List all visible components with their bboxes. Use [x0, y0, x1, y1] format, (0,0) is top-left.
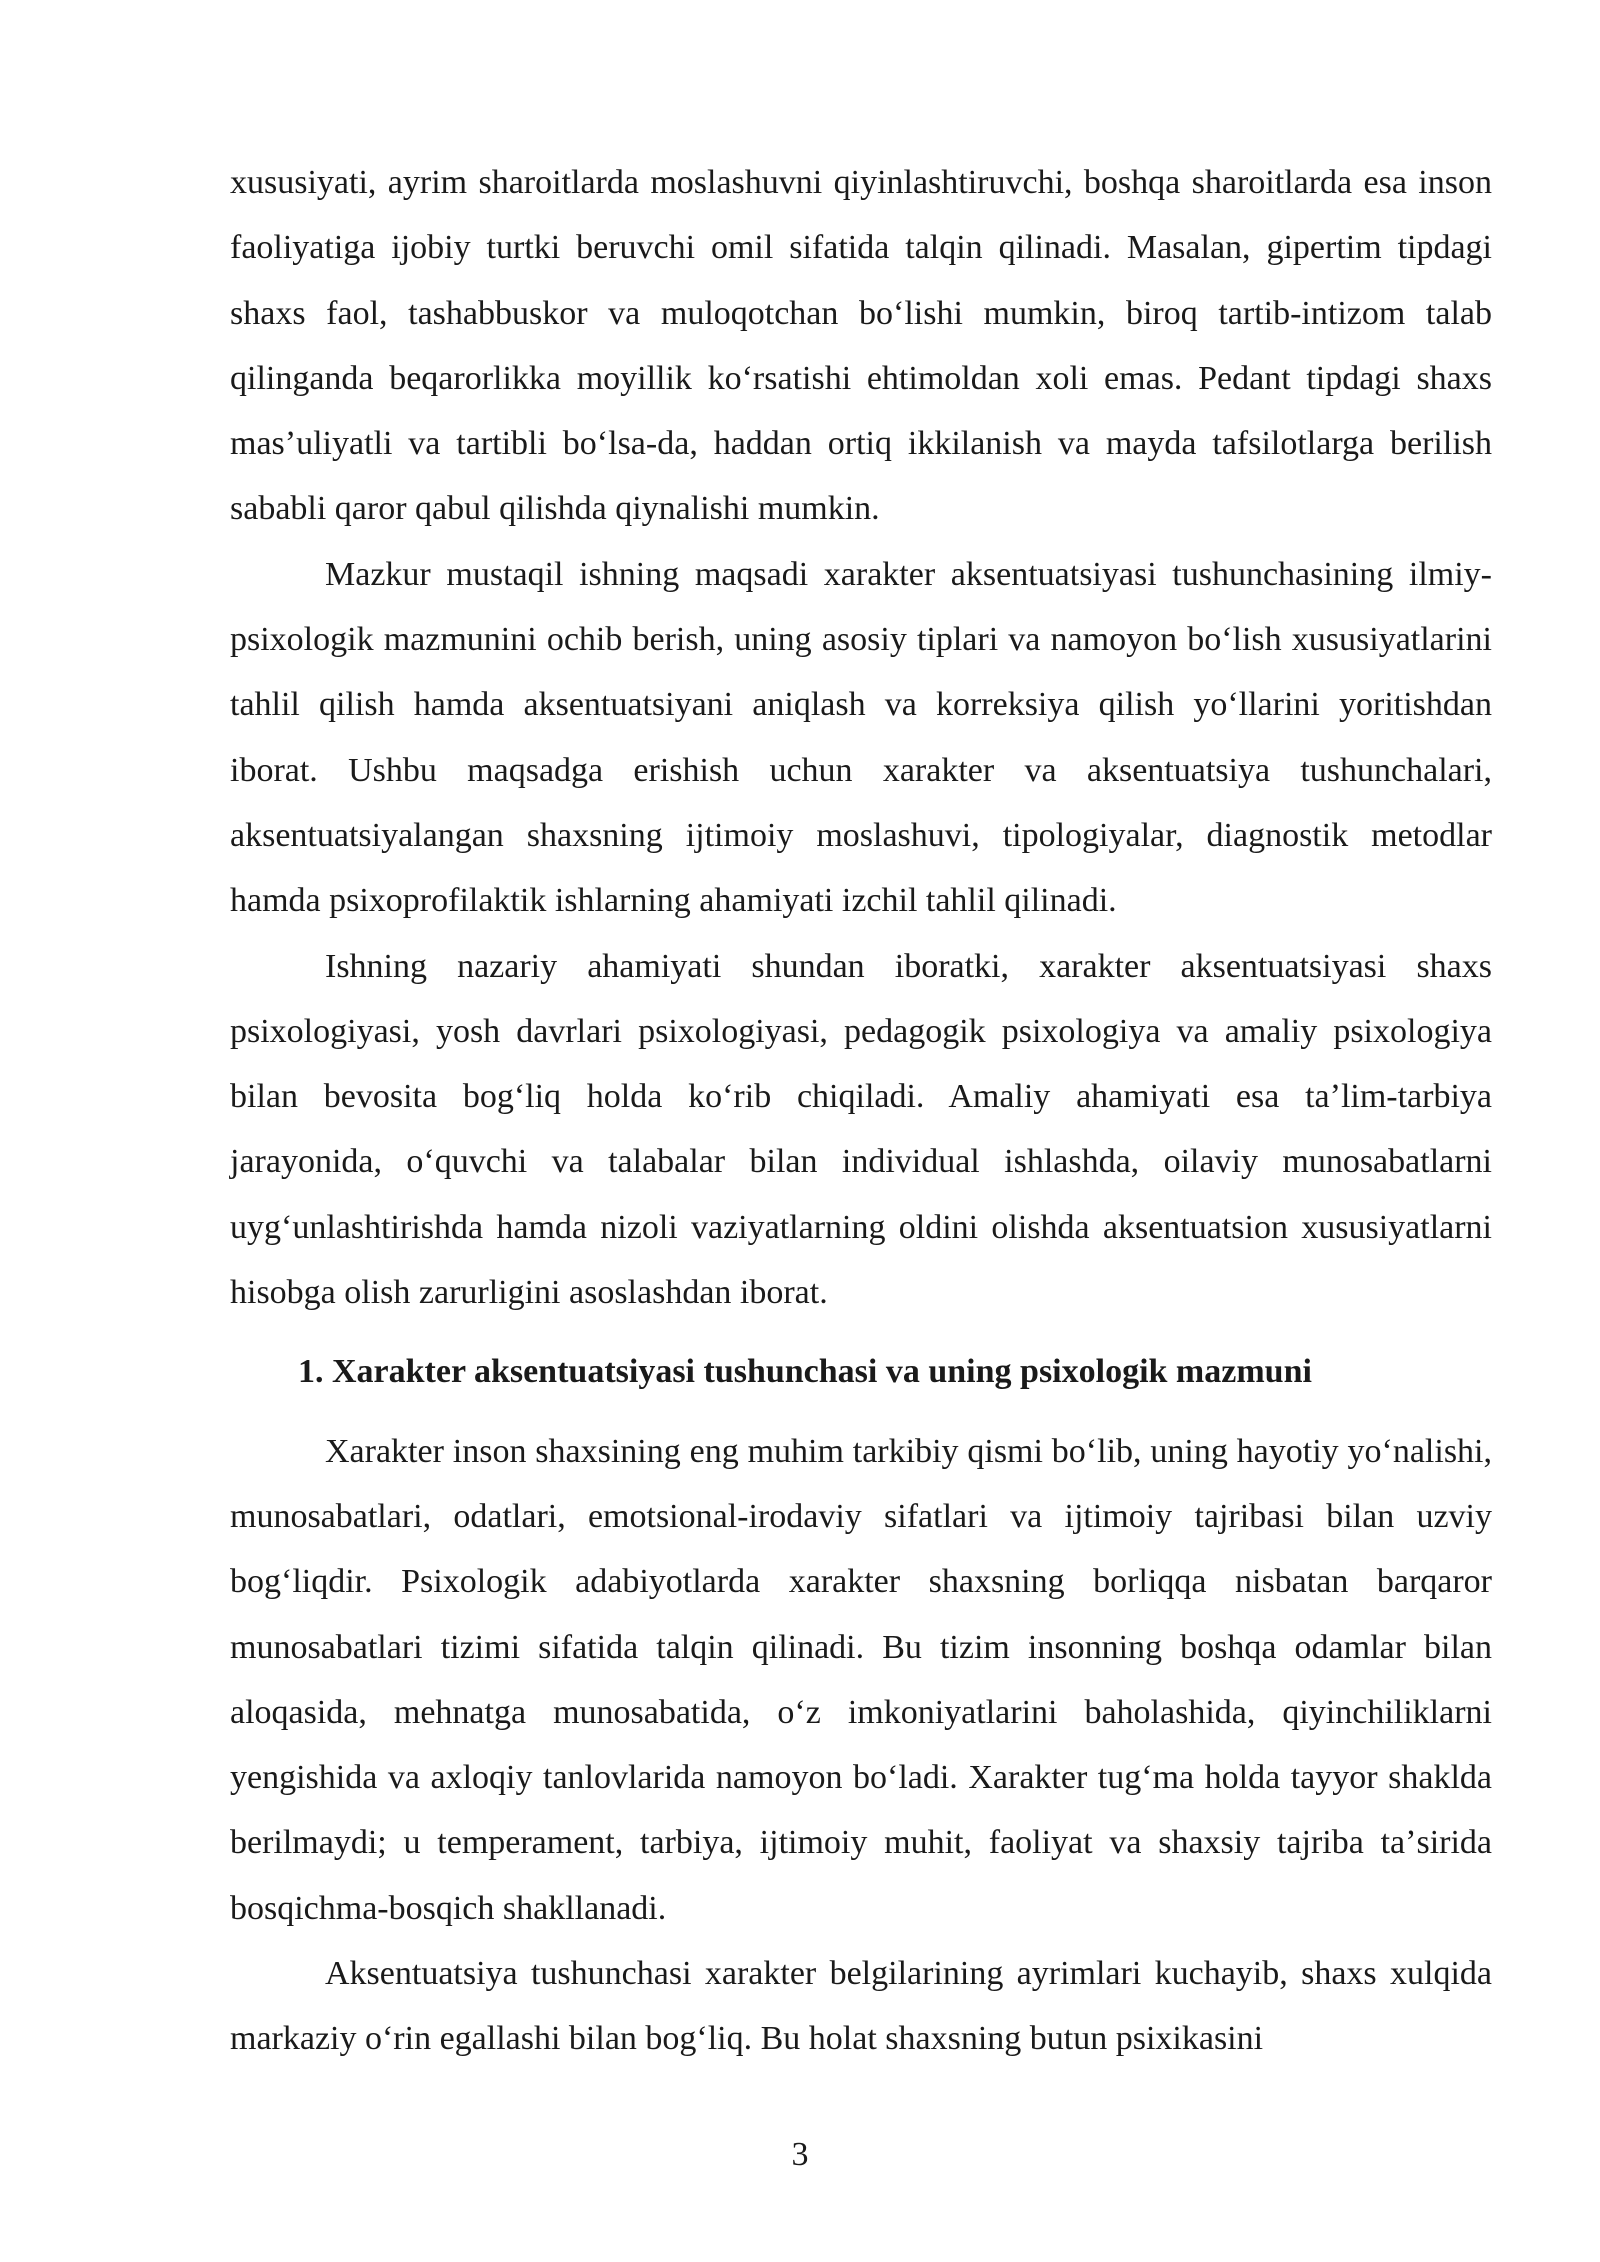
page-number: 3 — [791, 2136, 809, 2173]
section-paragraph-2: Aksentuatsiya tushunchasi xarakter belgilarining ayrimlari kuchayib, shaxs xulqida markaziy oʻrin egallashi bilan bogʻliq. Bu holat shaxsning butun psixikasini — [230, 1955, 1492, 2058]
section-paragraph-1: Xarakter inson shaxsining eng muhim tarkibiy qismi boʻlib, uning hayotiy yoʻnalishi, munosabatlari, odatlari, emotsional-irodaviy sifatlari va ijtimoiy tajribasi bilan uzviy bogʻliqdir. Psixologik adabiyotlarda xarakter shaxsning borliqqa nisbatan barqaror munosabatlari tizimi sifatida talqin qilinadi. Bu tizim insonning boshqa odamlar bilan aloqasida, mehnatga munosabatida, oʻz imkoniyatlarini baholashida, qiyinchiliklarni yengishida va axloqiy tanlovlarida namoyon boʻladi. Xarakter tugʻma holda tayyor shaklda berilmaydi; u temperament, tarbiya, ijtimoiy muhit, faoliyat va shaxsiy tajriba taʼsirida bosqichma-bosqich shakllanadi. — [230, 1432, 1492, 1927]
body-paragraph-3: Ishning nazariy ahamiyati shundan iboratki, xarakter aksentuatsiyasi shaxs psixologiyasi, yosh davrlari psixologiyasi, pedagogik psixologiya va amaliy psixologiya bilan bevosita bogʻliq holda koʻrib chiqiladi. Amaliy ahamiyati esa taʼlim-tarbiya jarayonida, oʻquvchi va talabalar bilan individual ishlashda, oilaviy munosabatlarni uygʻunlashtirishda hamda nizoli vaziyatlarning oldini olishda aksentuatsion xususiyatlarni hisobga olish zarurligini asoslashdan iborat. — [230, 947, 1492, 1312]
section-heading: 1. Xarakter aksentuatsiyasi tushunchasi va uning psixologik mazmuni — [298, 1353, 1312, 1391]
body-paragraph-1: xususiyati, ayrim sharoitlarda moslashuvni qiyinlashtiruvchi, boshqa sharoitlarda esa inson faoliyatiga ijobiy turtki beruvchi omil sifatida talqin qilinadi. Masalan, gipertim tipdagi shaxs faol, tashabbuskor va muloqotchan boʻlishi mumkin, biroq tartib-intizom talab qilinganda beqarorlikka moyillik koʻrsatishi ehtimoldan xoli emas. Pedant tipdagi shaxs masʼuliyatli va tartibli boʻlsa-da, haddan ortiq ikkilanish va mayda tafsilotlarga berilish sababli qaror qabul qilishda qiynalishi mumkin. — [230, 164, 1492, 528]
document-body — [230, 150, 1492, 2072]
body-paragraph-2: Mazkur mustaqil ishning maqsadi xarakter aksentuatsiyasi tushunchasining ilmiy-psixologik mazmunini ochib berish, uning asosiy tiplari va namoyon boʻlish xususiyatlarini tahlil qilish hamda aksentuatsiyani aniqlash va korreksiya qilish yoʻllarini yoritishdan iborat. Ushbu maqsadga erishish uchun xarakter va aksentuatsiya tushunchalari, aksentuatsiyalangan shaxsning ijtimoiy moslashuvi, tipologiyalar, diagnostik metodlar hamda psixoprofilaktik ishlarning ahamiyati izchil tahlil qilinadi. — [230, 555, 1492, 920]
